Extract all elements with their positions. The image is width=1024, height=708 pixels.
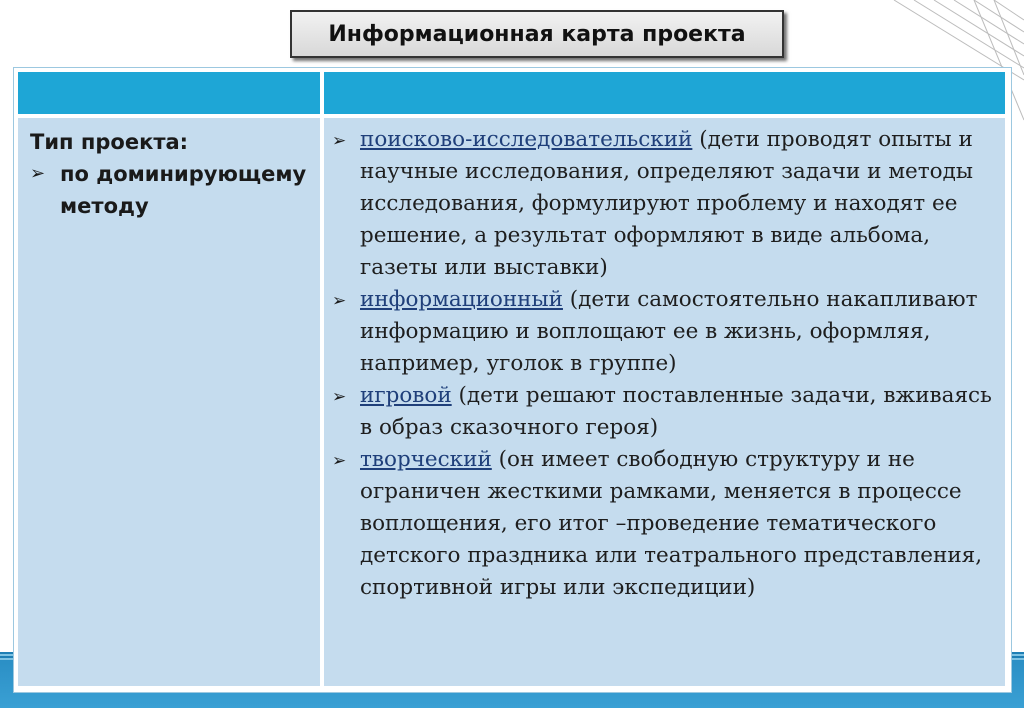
table-cell-project-type — [18, 118, 320, 686]
arrow-bullet-icon: ➢ — [332, 291, 347, 311]
term-description: (дети самостоятельно накапливают информацию и воплощают ее в жизнь, оформляя, например, уголок в группе) — [360, 287, 978, 376]
project-type-content — [30, 126, 320, 222]
project-kinds-list — [332, 124, 997, 604]
slide-title-text: Информационная карта проекта — [328, 21, 746, 47]
arrow-bullet-icon: ➢ — [30, 163, 46, 184]
list-item — [332, 380, 997, 444]
term-link: информационный — [360, 287, 563, 312]
list-item-text — [360, 380, 997, 444]
arrow-bullet-icon: ➢ — [332, 131, 347, 151]
list-item-text — [360, 444, 997, 604]
term-description: (дети проводят опыты и научные исследования, определяют задачи и методы исследования, формулируют проблему и находят ее решение, а результат оформляют в виде альбома, газеты или выставки) — [360, 127, 973, 280]
term-link: творческий — [360, 447, 492, 472]
term-link: поисково-исследовательский — [360, 127, 693, 152]
list-item — [332, 124, 997, 284]
term-description: (дети решают поставленные задачи, вживаясь в образ сказочного героя) — [360, 383, 992, 440]
table-cell-project-kinds — [324, 118, 1005, 686]
project-type-method: по доминирующему методу — [60, 162, 307, 218]
list-item — [332, 444, 997, 604]
term-link: игровой — [360, 383, 452, 408]
list-item — [332, 284, 997, 380]
project-info-table — [14, 68, 1011, 692]
project-type-sub-item — [30, 158, 320, 222]
table-header-cell-left — [18, 72, 320, 114]
term-description: (он имеет свободную структуру и не ограничен жесткими рамками, меняется в процессе воплощения, его итог –проведение тематического детского праздника или театрального представления, спортивной игры или экспедиции) — [360, 447, 983, 600]
arrow-bullet-icon: ➢ — [332, 451, 347, 471]
project-type-label: Тип проекта: — [30, 130, 189, 154]
slide-title — [290, 10, 784, 58]
list-item-text — [360, 124, 997, 284]
arrow-bullet-icon: ➢ — [332, 387, 347, 407]
table-header-cell-right — [324, 72, 1005, 114]
list-item-text — [360, 284, 997, 380]
